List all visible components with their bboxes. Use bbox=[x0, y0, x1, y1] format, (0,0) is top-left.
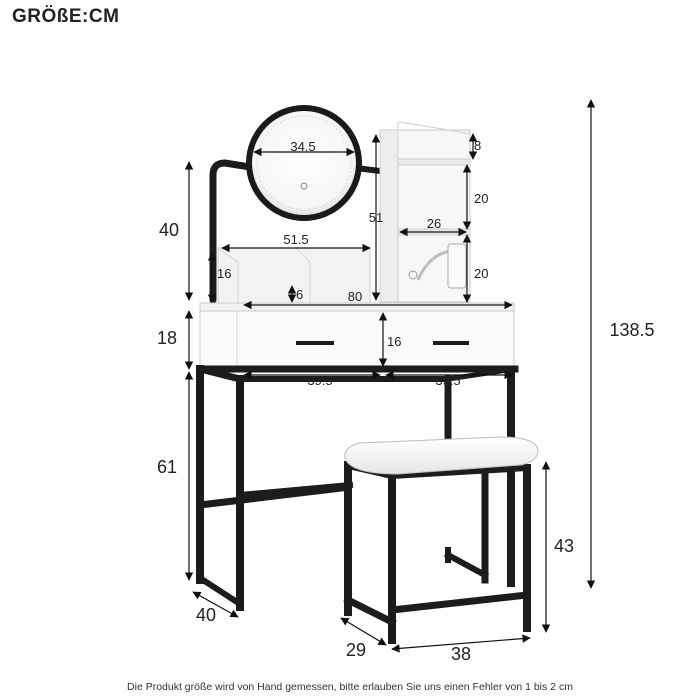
drawer-left-handle bbox=[296, 341, 334, 345]
label-stool-depth: 29 bbox=[345, 640, 367, 660]
label-mirror-diameter: 34.5 bbox=[290, 139, 316, 154]
socket-panel bbox=[448, 244, 466, 288]
label-shelf-top: 8 bbox=[474, 138, 482, 153]
label-shelf-width: 26 bbox=[426, 216, 442, 231]
label-drawer-right-width: 39.5 bbox=[435, 373, 461, 388]
label-stool-width: 38 bbox=[450, 644, 472, 664]
label-drawer-left-width: 39.5 bbox=[307, 373, 333, 388]
drawer-right-handle bbox=[433, 341, 469, 345]
label-leg-height: 61 bbox=[156, 457, 178, 477]
label-mirror-height: 40 bbox=[158, 220, 180, 240]
label-table-depth: 40 bbox=[195, 605, 217, 625]
label-table-width: 80 bbox=[347, 289, 363, 304]
label-shelf-height: 51 bbox=[368, 210, 384, 225]
label-total-height: 138.5 bbox=[609, 320, 655, 340]
label-drawer-section-height: 18 bbox=[156, 328, 178, 348]
shelf-unit bbox=[380, 122, 470, 302]
table-body bbox=[200, 303, 514, 369]
label-drawer-height: 16 bbox=[387, 334, 402, 349]
label-stool-height: 43 bbox=[553, 536, 575, 556]
label-shelf-lower: 20 bbox=[474, 266, 489, 281]
mirror-glass bbox=[252, 111, 356, 215]
measurement-note: Die Produkt größe wird von Hand gemessen, bitte erlauben Sie uns einen Fehler von 1 bis 2 cm bbox=[127, 681, 573, 693]
label-organizer-width: 51.5 bbox=[283, 232, 309, 247]
table-frame bbox=[200, 369, 515, 607]
size-heading: GRÖßE:CM bbox=[12, 6, 120, 27]
label-divider-height: 6 bbox=[296, 287, 304, 302]
label-organizer-height: 16 bbox=[217, 266, 232, 281]
label-shelf-upper: 20 bbox=[474, 191, 489, 206]
